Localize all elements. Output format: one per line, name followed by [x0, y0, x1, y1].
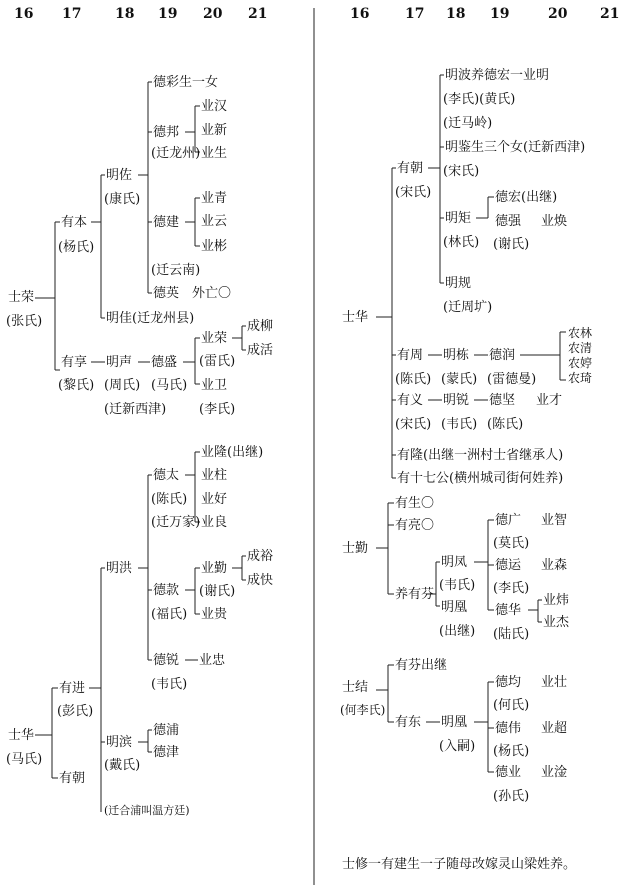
person-derun: 德润: [489, 348, 516, 363]
person-deyun: 德运: [495, 558, 522, 573]
person-yeliang: 业良: [201, 515, 228, 530]
person-yousheng: 有生〇: [395, 496, 435, 511]
person-youlong: 有隆(出继一洲村士省继承人): [397, 448, 564, 463]
person-nonglin: 农林: [568, 326, 593, 340]
person-youyi: 有义: [397, 393, 424, 408]
spouse-derui: (韦氏): [151, 677, 188, 692]
spouse-deguang: (莫氏): [493, 536, 530, 551]
person-detai: 德太: [153, 468, 180, 483]
person-nongqi: 农琦: [568, 371, 593, 385]
person-minggui: 明规: [445, 276, 472, 291]
person-desheng: 德盛: [151, 355, 178, 370]
spouse-mingju: (林氏): [443, 235, 480, 250]
person-yecai: 业才: [536, 393, 563, 408]
person-yechao: 业超: [541, 721, 568, 736]
spouse-detai: (陈氏): [151, 492, 188, 507]
spouse-shirong: (张氏): [6, 314, 43, 329]
gen-header-20-right: 20: [548, 6, 568, 22]
person-dekuan: 德款: [153, 583, 180, 598]
person-chengkuai: 成快: [247, 573, 274, 588]
person-deqiang: 德强: [495, 214, 522, 229]
person-youfen-adopted: 养有芬: [395, 587, 435, 602]
person-yegui: 业贵: [201, 607, 228, 622]
spouse-youyi: (宋氏): [395, 417, 432, 432]
person-chengyu: 成裕: [247, 549, 274, 564]
spouse-dekuan: (福氏): [151, 607, 188, 622]
footnote-shixiu: 士修一有建生一子随母改嫁灵山梁姓养。: [342, 857, 577, 872]
person-yeqing: 业青: [201, 191, 228, 206]
spouse-mingbo: (李氏)(黄氏): [443, 92, 516, 107]
person-yesheng: 业生: [201, 146, 228, 161]
person-mingbin: 明滨: [106, 735, 133, 750]
person-yezhu: 业柱: [201, 468, 228, 483]
person-minghuang-adopted: 明凰: [441, 715, 468, 730]
gen-header-19-right: 19: [490, 6, 510, 22]
gen-header-17: 17: [62, 6, 82, 22]
spouse-yewei: (李氏): [199, 402, 236, 417]
person-yezhong: 业忠: [199, 653, 226, 668]
person-yesen: 业森: [541, 558, 568, 573]
person-yezhi: 业智: [541, 513, 568, 528]
spouse-shihua: (马氏): [6, 752, 43, 767]
person-yewei: 业卫: [201, 378, 228, 393]
person-yehao: 业好: [201, 492, 228, 507]
person-minghong: 明洪: [106, 561, 133, 576]
person-yeyun: 业云: [201, 214, 228, 229]
person-minghuang: 明凰: [441, 600, 468, 615]
person-youchao-right: 有朝: [397, 161, 424, 176]
note-mingbin: (迁合浦叫温方廷): [104, 804, 190, 817]
note-minghuang: (出继): [439, 624, 476, 639]
note-mingbo: (迁马岭): [443, 116, 493, 131]
spouse-yeqin: (谢氏): [199, 584, 236, 599]
spouse-youxiang: (黎氏): [58, 378, 95, 393]
spouse-yehuan: (谢氏): [493, 237, 530, 252]
spouse-dewei: (杨氏): [493, 744, 530, 759]
person-yelong: 业隆(出继): [201, 445, 264, 460]
spouse-shijie: (何李氏): [340, 703, 386, 717]
person-dejian-right: 德坚: [489, 393, 516, 408]
person-nongqing: 农清: [568, 341, 593, 355]
person-mingfeng: 明凤: [441, 555, 468, 570]
person-mingjian: 明鉴生三个女(迁新西津): [445, 140, 586, 155]
gen-header-18-right: 18: [446, 6, 466, 22]
gen-header-19: 19: [158, 6, 178, 22]
gen-header-17-right: 17: [405, 6, 425, 22]
person-chengliu: 成柳: [247, 319, 274, 334]
person-shijie: 士结: [342, 680, 369, 695]
spouse-mingjian: (宋氏): [443, 164, 480, 179]
person-mingjia: 明佳(迁龙州县): [106, 311, 195, 326]
person-yejie: 业杰: [543, 615, 570, 630]
person-yeqin: 业勤: [201, 561, 228, 576]
spouse-mingrui: (韦氏): [441, 417, 478, 432]
person-depu: 德浦: [153, 723, 180, 738]
note-minghuang-adopted: (入嗣): [439, 739, 476, 754]
person-shihua: 士华: [8, 728, 35, 743]
spouse-mingsheng: (周氏): [104, 378, 141, 393]
gen-header-16: 16: [14, 6, 34, 22]
person-youfen: 有芬出继: [395, 658, 448, 673]
person-yegan: 业淦: [541, 765, 568, 780]
spouse-dehua: (陆氏): [493, 627, 530, 642]
spouse-mingdong: (蒙氏): [441, 372, 478, 387]
person-dejin: 德津: [153, 745, 180, 760]
person-dewei: 德伟: [495, 721, 522, 736]
person-mingju: 明矩: [445, 211, 472, 226]
person-yerong: 业荣: [201, 331, 228, 346]
person-yewei-right: 业炜: [543, 593, 570, 608]
person-deguang: 德广: [495, 513, 522, 528]
person-mingsheng: 明声: [106, 355, 133, 370]
spouse-dejun: (何氏): [493, 698, 530, 713]
spouse-deye: (孙氏): [493, 789, 530, 804]
spouse-youchao-right: (宋氏): [395, 185, 432, 200]
person-youliang: 有亮〇: [395, 518, 435, 533]
note-dejian: (迁云南): [151, 263, 201, 278]
note-debang: (迁龙州): [151, 146, 201, 161]
person-youxiang: 有享: [61, 355, 88, 370]
spouse-youjin: (彭氏): [57, 704, 94, 719]
spouse-deyun: (李氏): [493, 581, 530, 596]
gen-header-16-right: 16: [350, 6, 370, 22]
person-chenghuo: 成活: [247, 343, 274, 358]
person-dehong: 德宏(出继): [495, 190, 558, 205]
spouse-yerong: (雷氏): [199, 354, 236, 369]
person-nongting: 农婷: [568, 356, 593, 370]
note-mingsheng: (迁新西津): [104, 402, 167, 417]
person-shirong: 士荣: [8, 290, 35, 305]
person-decai: 德彩生一女: [153, 75, 219, 90]
person-yehan: 业汉: [201, 99, 228, 114]
spouse-derun: (雷德曼): [487, 372, 537, 387]
spouse-youben: (杨氏): [58, 240, 95, 255]
person-mingbo: 明波养德宏一业明: [445, 68, 550, 83]
person-youshiqigong: 有十七公(横州城司街何姓养): [397, 471, 564, 486]
person-dehua: 德华: [495, 603, 522, 618]
person-mingrui: 明锐: [443, 393, 470, 408]
person-yezhuang: 业壮: [541, 675, 568, 690]
person-youjin: 有进: [59, 681, 86, 696]
spouse-dejian-right: (陈氏): [487, 417, 524, 432]
person-mingdong: 明栋: [443, 348, 470, 363]
person-youben: 有本: [61, 215, 88, 230]
person-derui: 德锐: [153, 653, 180, 668]
person-youchao: 有朝: [59, 771, 86, 786]
person-deying: 德英 外亡〇: [153, 286, 232, 301]
spouse-desheng: (马氏): [151, 378, 188, 393]
note-detai: (迁万家): [151, 515, 201, 530]
gen-header-20: 20: [203, 6, 223, 22]
person-mingzuo: 明佐: [106, 168, 133, 183]
person-shihua-right: 士华: [342, 310, 369, 325]
person-dejian: 德建: [153, 215, 180, 230]
person-yebin: 业彬: [201, 239, 228, 254]
person-yehuan: 业焕: [541, 214, 568, 229]
person-yexin: 业新: [201, 123, 228, 138]
person-dejun: 德均: [495, 675, 522, 690]
person-youzhou: 有周: [397, 348, 424, 363]
spouse-mingzuo: (康氏): [104, 192, 141, 207]
spouse-mingfeng: (韦氏): [439, 578, 476, 593]
person-deye: 德业: [495, 765, 522, 780]
spouse-mingbin: (戴氏): [104, 758, 141, 773]
note-minggui: (迁周圹): [443, 300, 493, 315]
gen-header-21: 21: [248, 6, 268, 22]
person-shiqin: 士勤: [342, 541, 369, 556]
person-debang: 德邦: [153, 125, 180, 140]
spouse-youzhou: (陈氏): [395, 372, 432, 387]
gen-header-21-right: 21: [600, 6, 620, 22]
gen-header-18: 18: [115, 6, 135, 22]
person-youdong: 有东: [395, 715, 422, 730]
